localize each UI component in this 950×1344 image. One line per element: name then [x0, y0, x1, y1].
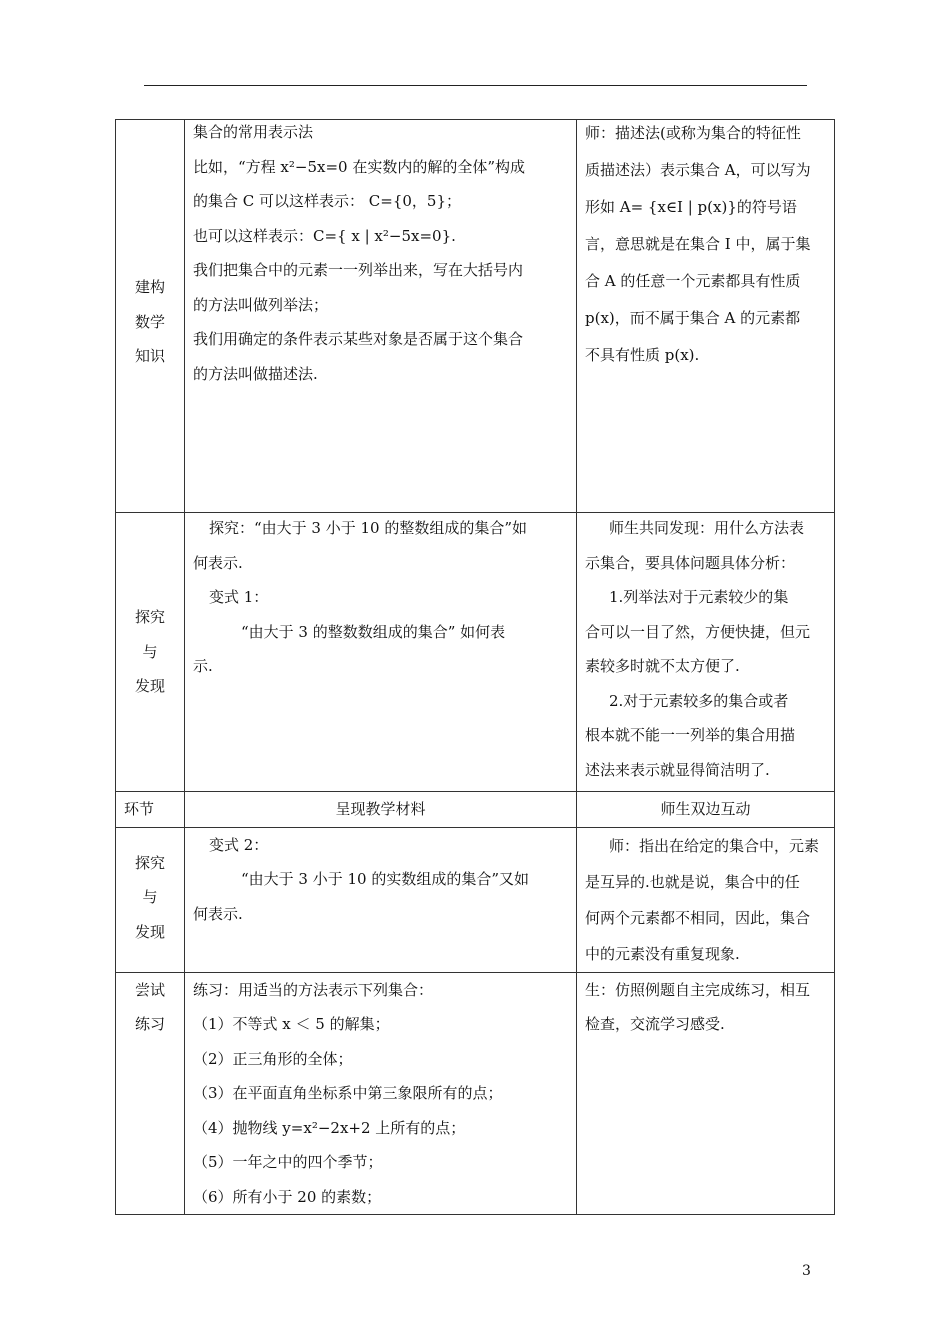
stage-cell: [116, 513, 185, 792]
stage-label: 发现: [134, 677, 165, 695]
column-header: 环节: [124, 800, 155, 818]
exercise-item: （4）抛物线 y=x²−2x+2 上所有的点；: [193, 1118, 466, 1137]
text-line: 质描述法）表示集合 A，可以写为: [585, 161, 811, 179]
text-line: 的集合 C 可以这样表示： C={0，5}；: [193, 192, 462, 210]
material-cell: [185, 513, 577, 792]
header-cell-interaction: [577, 792, 835, 828]
table-row-explore-discover: [116, 513, 835, 792]
text-line: 的方法叫做描述法.: [193, 364, 318, 383]
lesson-plan-table: [115, 119, 835, 1215]
text-line: p(x)，而不属于集合 A 的元素都: [585, 309, 801, 327]
material-cell: [185, 827, 577, 972]
stage-cell: [116, 120, 185, 513]
table-row-explore-discover-2: [116, 827, 835, 972]
text-line: 形如 A= {x∈I | p(x)}的符号语: [585, 198, 797, 216]
text-line: 我们用确定的条件表示某些对象是否属于这个集合: [193, 330, 524, 348]
section-title: 集合的常用表示法: [193, 123, 314, 141]
header-cell-material: [185, 792, 577, 828]
stage-label: 与: [142, 888, 158, 906]
text-line: 何表示.: [193, 553, 243, 572]
text-line: 探究：“由大于 3 小于 10 的整数组成的集合”如: [209, 519, 528, 537]
table-row-practice: [116, 972, 835, 1215]
table-row-build-knowledge: [116, 120, 835, 513]
table-header-row: [116, 792, 835, 828]
stage-cell: [116, 972, 185, 1215]
text-line: 示集合，要具体问题具体分析：: [585, 553, 796, 572]
text-line: 我们把集合中的元素一一列举出来，写在大括号内: [193, 261, 524, 279]
stage-label: 建构: [134, 278, 165, 296]
column-header: 师生双边互动: [660, 800, 751, 818]
material-cell: [185, 972, 577, 1215]
text-line: 也可以这样表示：C={ x | x²−5x=0}.: [193, 226, 456, 245]
text-line: 1.列举法对于元素较少的集: [609, 588, 789, 606]
text-line: 比如，“方程 x²−5x=0 在实数内的解的全体”构成: [193, 157, 526, 176]
exercise-item: （2）正三角形的全体；: [193, 1049, 353, 1068]
text-line: 师：指出在给定的集合中，元素: [609, 836, 820, 855]
interaction-cell: [577, 972, 835, 1215]
interaction-cell: [577, 827, 835, 972]
text-line: 2.对于元素较多的集合或者: [609, 691, 789, 710]
header-cell-stage: [116, 792, 185, 828]
text-line: 师生共同发现：用什么方法表: [609, 519, 805, 537]
stage-label: 探究: [134, 853, 165, 872]
text-line: “由大于 3 小于 10 的实数组成的集合”又如: [241, 870, 530, 888]
exercise-item: （5）一年之中的四个季节；: [193, 1153, 383, 1171]
exercise-item: （3）在平面直角坐标系中第三象限所有的点；: [193, 1084, 503, 1102]
column-header: 呈现教学材料: [335, 800, 426, 818]
text-line: 言，意思就是在集合 I 中，属于集: [585, 235, 811, 253]
stage-label: 尝试: [134, 980, 165, 999]
exercise-item: （6）所有小于 20 的素数；: [193, 1187, 382, 1206]
stage-label: 数学: [134, 312, 165, 331]
stage-label: 发现: [134, 922, 165, 941]
exercise-intro: 练习：用适当的方法表示下列集合：: [193, 980, 434, 999]
stage-label: 与: [142, 642, 158, 661]
stage-label: 知识: [134, 347, 165, 365]
exercise-item: （1）不等式 x ＜ 5 的解集；: [193, 1015, 390, 1033]
text-line: 示.: [193, 657, 213, 675]
text-line: 不具有性质 p(x).: [585, 346, 700, 364]
interaction-cell: [577, 513, 835, 792]
stage-label: 练习: [134, 1015, 165, 1033]
text-line: 变式 1：: [209, 588, 269, 606]
text-line: 述法来表示就显得简洁明了.: [585, 760, 770, 779]
header-rule: [144, 85, 807, 86]
material-cell: [185, 120, 577, 513]
text-line: 合可以一目了然，方便快捷，但元: [585, 622, 811, 641]
text-line: 是互异的.也就是说，集合中的任: [585, 872, 800, 891]
text-line: “由大于 3 的整数数组成的集合” 如何表: [241, 622, 506, 641]
page-number: 3: [802, 1263, 811, 1279]
text-line: 检查，交流学习感受.: [585, 1015, 725, 1033]
text-line: 变式 2：: [209, 835, 269, 854]
interaction-cell: [577, 120, 835, 513]
stage-label: 探究: [134, 608, 165, 626]
text-line: 的方法叫做列举法；: [193, 295, 329, 314]
text-line: 合 A 的任意一个元素都具有性质: [585, 272, 801, 290]
text-line: 师：描述法(或称为集合的特征性: [585, 124, 801, 142]
text-line: 何两个元素都不相同，因此，集合: [585, 908, 811, 927]
text-line: 素较多时就不太方便了.: [585, 657, 740, 675]
text-line: 何表示.: [193, 904, 243, 923]
stage-cell: [116, 827, 185, 972]
text-line: 根本就不能一一列举的集合用描: [585, 726, 796, 744]
text-line: 中的元素没有重复现象.: [585, 944, 740, 963]
text-line: 生：仿照例题自主完成练习，相互: [585, 980, 811, 999]
